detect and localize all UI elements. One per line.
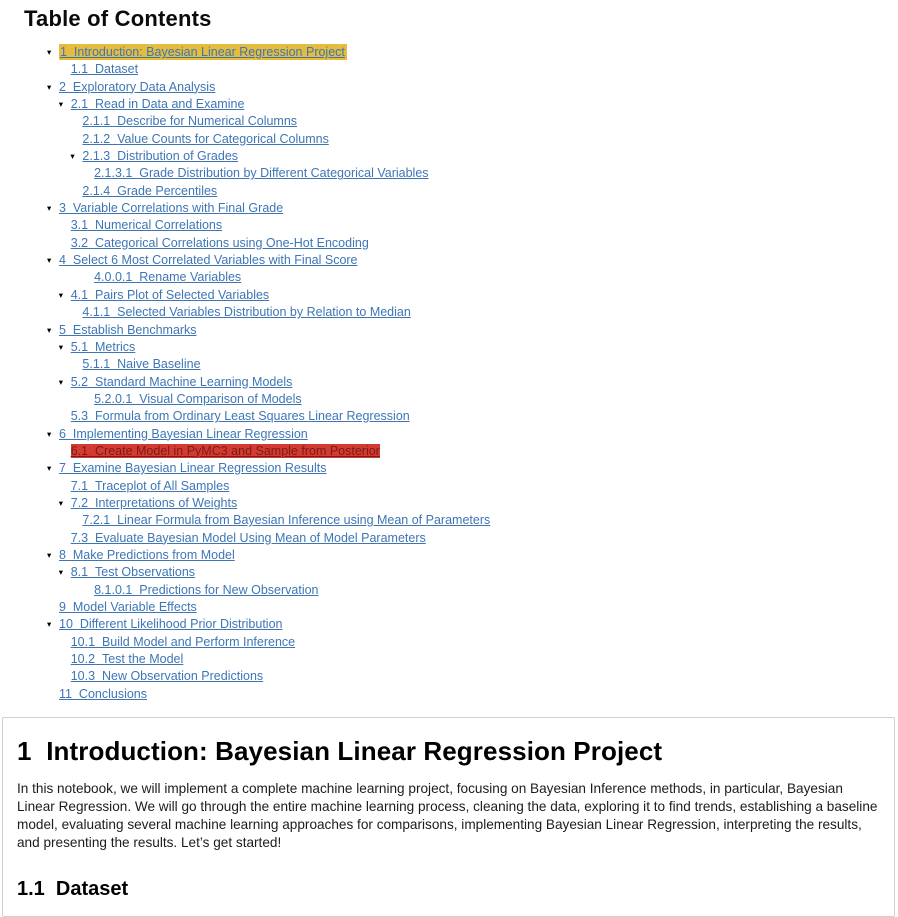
toc-link-5-2-0-1[interactable]: 5.2.0.1 Visual Comparison of Models	[94, 391, 302, 406]
toc-item-row	[24, 512, 898, 529]
collapse-arrow-icon[interactable]: ▾	[47, 463, 52, 474]
collapse-arrow-icon[interactable]: ▾	[47, 81, 52, 92]
toc-link-2-1-3[interactable]: 2.1.3 Distribution of Grades	[82, 149, 239, 164]
toc-link-3[interactable]: 3 Variable Correlations with Final Grade	[59, 201, 284, 216]
toc-link-6-1[interactable]: 6.1 Create Model in PyMC3 and Sample from Posterior	[70, 443, 380, 458]
toc-item-row	[24, 79, 898, 96]
toc-item-row	[24, 252, 898, 269]
toc-link-7-3[interactable]: 7.3 Evaluate Bayesian Model Using Mean of Model Parameters	[70, 530, 426, 545]
toc-item-row	[24, 599, 898, 616]
collapse-arrow-icon[interactable]: ▾	[47, 255, 52, 266]
toc-link-11[interactable]: 11 Conclusions	[59, 686, 148, 701]
toc-link-5-1[interactable]: 5.1 Metrics	[70, 339, 136, 354]
toc-item-row	[24, 634, 898, 651]
toc-link-6[interactable]: 6 Implementing Bayesian Linear Regression	[59, 426, 308, 441]
toc-link-8-1-0-1[interactable]: 8.1.0.1 Predictions for New Observation	[94, 582, 319, 597]
toc-item-row	[24, 495, 898, 512]
subsection-heading: 1.1 Dataset	[17, 878, 129, 901]
toc-item-row	[24, 582, 898, 599]
collapse-arrow-icon[interactable]: ▾	[58, 341, 63, 352]
collapse-arrow-icon[interactable]: ▾	[58, 376, 63, 387]
toc-link-2-1[interactable]: 2.1 Read in Data and Examine	[70, 97, 245, 112]
toc-link-4-1-1[interactable]: 4.1.1 Selected Variables Distribution by Relation to Median	[82, 305, 411, 320]
toc-item-row	[24, 686, 898, 703]
toc-item-row	[24, 668, 898, 685]
toc-link-4[interactable]: 4 Select 6 Most Correlated Variables with Final Score	[59, 253, 358, 268]
toc-link-4-1[interactable]: 4.1 Pairs Plot of Selected Variables	[70, 287, 270, 302]
toc-item-row	[24, 165, 898, 182]
toc-link-8[interactable]: 8 Make Predictions from Model	[59, 547, 235, 562]
collapse-arrow-icon[interactable]: ▾	[47, 324, 52, 335]
toc-item-row	[24, 44, 898, 61]
collapse-arrow-icon[interactable]: ▾	[58, 497, 63, 508]
toc-item-row	[24, 235, 898, 252]
toc-item-row	[24, 530, 898, 547]
toc-link-5-1-1[interactable]: 5.1.1 Naive Baseline	[82, 357, 201, 372]
toc-link-5-2[interactable]: 5.2 Standard Machine Learning Models	[70, 374, 293, 389]
toc-link-5[interactable]: 5 Establish Benchmarks	[59, 322, 197, 337]
toc-title: Table of Contents	[24, 6, 212, 31]
toc-item-row	[24, 460, 898, 477]
toc-link-7-1[interactable]: 7.1 Traceplot of All Samples	[70, 478, 230, 493]
toc-item-row	[24, 547, 898, 564]
toc-link-2-1-2[interactable]: 2.1.2 Value Counts for Categorical Columns	[82, 131, 329, 146]
toc-link-3-2[interactable]: 3.2 Categorical Correlations using One-Hot Encoding	[70, 235, 369, 250]
toc-item-row	[24, 269, 898, 286]
toc-item-row	[24, 478, 898, 495]
collapse-arrow-icon[interactable]: ▾	[47, 549, 52, 560]
toc-link-5-3[interactable]: 5.3 Formula from Ordinary Least Squares Linear Regression	[70, 409, 410, 424]
collapse-arrow-icon[interactable]: ▾	[47, 428, 52, 439]
toc-item-row	[24, 322, 898, 339]
toc-link-1[interactable]: 1 Introduction: Bayesian Linear Regression Project	[60, 45, 345, 59]
toc-link-10-2[interactable]: 10.2 Test the Model	[70, 652, 184, 667]
collapse-arrow-icon[interactable]: ▾	[70, 151, 75, 162]
toc-item-row	[24, 304, 898, 321]
toc-item-row	[24, 443, 898, 460]
toc-link-3-1[interactable]: 3.1 Numerical Correlations	[70, 218, 223, 233]
toc-link-2[interactable]: 2 Exploratory Data Analysis	[59, 79, 216, 94]
toc-item-row	[24, 96, 898, 113]
notebook-cell	[2, 717, 895, 917]
toc-link-7[interactable]: 7 Examine Bayesian Linear Regression Results	[59, 461, 327, 476]
toc-item-row	[24, 217, 898, 234]
toc-link-9[interactable]: 9 Model Variable Effects	[59, 600, 197, 614]
toc-item-row	[24, 426, 898, 443]
section-heading: 1 Introduction: Bayesian Linear Regression Project	[17, 736, 663, 767]
toc-link-1-1[interactable]: 1.1 Dataset	[70, 62, 139, 77]
toc-link-10-3[interactable]: 10.3 New Observation Predictions	[70, 669, 264, 684]
toc-item-row	[24, 391, 898, 408]
toc-item-row	[24, 356, 898, 373]
collapse-arrow-icon[interactable]: ▾	[58, 567, 63, 578]
toc-item-row	[24, 408, 898, 425]
toc-item-row	[24, 374, 898, 391]
toc-link-7-2[interactable]: 7.2 Interpretations of Weights	[70, 495, 238, 510]
toc-item-row	[24, 113, 898, 130]
collapse-arrow-icon[interactable]: ▾	[47, 619, 52, 630]
toc-item-row	[24, 651, 898, 668]
toc-link-2-1-3-1[interactable]: 2.1.3.1 Grade Distribution by Different Categorical Variables	[94, 166, 429, 181]
toc-link-2-1-1[interactable]: 2.1.1 Describe for Numerical Columns	[82, 114, 298, 129]
collapse-arrow-icon[interactable]: ▾	[47, 47, 52, 57]
collapse-arrow-icon[interactable]: ▾	[58, 289, 63, 300]
toc-link-7-2-1[interactable]: 7.2.1 Linear Formula from Bayesian Inference using Mean of Parameters	[82, 513, 491, 528]
toc-item-row	[24, 61, 898, 78]
toc-item-row	[24, 183, 898, 200]
collapse-arrow-icon[interactable]: ▾	[58, 99, 63, 110]
toc-item-row	[24, 339, 898, 356]
toc-item-row	[24, 616, 898, 633]
toc-list	[24, 44, 898, 703]
toc-link-2-1-4[interactable]: 2.1.4 Grade Percentiles	[82, 183, 218, 198]
toc-item-row	[24, 131, 898, 148]
toc-link-8-1[interactable]: 8.1 Test Observations	[70, 565, 196, 580]
toc-item-row	[24, 148, 898, 165]
toc-item-row	[24, 200, 898, 217]
toc-item-row	[24, 564, 898, 581]
toc-link-4-0-0-1[interactable]: 4.0.0.1 Rename Variables	[94, 270, 242, 285]
collapse-arrow-icon[interactable]: ▾	[47, 203, 52, 214]
toc-item-row	[24, 287, 898, 304]
toc-link-10-1[interactable]: 10.1 Build Model and Perform Inference	[70, 634, 296, 649]
intro-paragraph: In this notebook, we will implement a complete machine learning project, focusing on Bayesian Inference methods, in particular, Bayesian Linear Regression. We will go through the entire machine learning process, cleaning the data, exploring it to find trends, establishing a baseline model, evaluating several machine learning approaches for comparisons, implementing Bayesian Linear Regression, interpreting the results, and presenting the results. Let’s get started!	[17, 781, 878, 851]
toc-link-10[interactable]: 10 Different Likelihood Prior Distribution	[59, 617, 283, 632]
